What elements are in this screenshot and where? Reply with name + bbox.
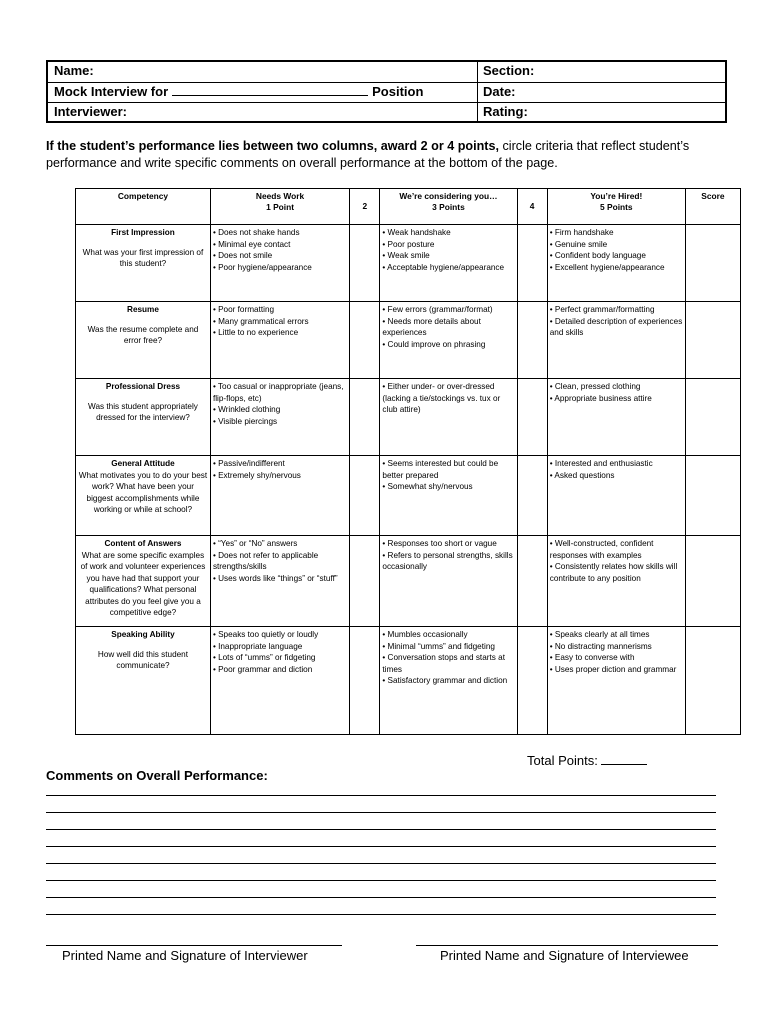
criteria-item[interactable]: • Speaks too quietly or loudly xyxy=(212,630,319,639)
criteria-item[interactable]: • Refers to personal strengths, skills occasionally xyxy=(382,550,513,571)
criteria-item[interactable]: • Minimal “umms” and fidgeting xyxy=(382,641,495,651)
instructions-bold: If the student’s performance lies between two columns, award 2 or 4 points, xyxy=(46,139,499,153)
four-points-cell[interactable] xyxy=(517,302,547,379)
date-label: Date: xyxy=(483,84,516,99)
criteria-item[interactable]: • Poor formatting xyxy=(212,305,275,314)
criteria-item[interactable]: • Satisfactory grammar and diction xyxy=(382,676,508,685)
interviewee-signature-line[interactable] xyxy=(416,945,718,946)
criteria-item[interactable]: • Speaks clearly at all times xyxy=(549,630,650,639)
considering-cell[interactable] xyxy=(380,379,517,456)
competency-question: What was your first impression of this student? xyxy=(82,247,204,268)
criteria-item[interactable]: • Conversation stops and starts at times xyxy=(382,653,505,674)
criteria-item[interactable]: • Firm handshake xyxy=(549,228,614,237)
considering-cell[interactable] xyxy=(380,627,517,735)
criteria-item[interactable]: • Poor grammar and diction xyxy=(212,664,313,674)
criteria-item[interactable]: • Could improve on phrasing xyxy=(382,339,486,349)
competency-cell xyxy=(76,536,211,627)
criteria-item[interactable]: • Needs more details about experiences xyxy=(382,316,481,337)
rating-label: Rating: xyxy=(483,104,528,119)
criteria-item[interactable]: • Extremely shy/nervous xyxy=(212,470,301,480)
criteria-item[interactable]: • Somewhat shy/nervous xyxy=(382,482,473,491)
criteria-item[interactable]: • Genuine smile xyxy=(549,239,608,249)
criteria-item[interactable]: • Weak handshake xyxy=(382,228,451,237)
two-points-cell[interactable] xyxy=(350,456,380,536)
criteria-item[interactable]: • Well-constructed, confident responses with examples xyxy=(549,539,654,560)
two-points-cell[interactable] xyxy=(350,627,380,735)
two-points-cell[interactable] xyxy=(350,536,380,627)
rubric-row xyxy=(76,536,741,627)
competency-cell xyxy=(76,379,211,456)
four-points-cell[interactable] xyxy=(517,627,547,735)
competency-cell xyxy=(76,225,211,302)
criteria-item[interactable]: • Asked questions xyxy=(549,470,615,480)
criteria-item[interactable]: • Poor posture xyxy=(382,239,435,249)
name-label: Name: xyxy=(54,63,94,78)
criteria-item[interactable]: • Little to no experience xyxy=(212,328,299,337)
header-hired: You’re Hired! 5 Points xyxy=(547,189,685,225)
competency-question: What are some specific examples of work and volunteer experiences you have had that support your qualifications? What personal attributes do you feel give you a competitive edge? xyxy=(80,550,206,617)
instructions-rest: circle criteria that reflect student’s performance and write specific comments on overall performance at the bottom of the page. xyxy=(46,139,690,170)
criteria-item[interactable]: • Lots of “umms” or fidgeting xyxy=(212,653,316,662)
comment-line[interactable] xyxy=(46,812,716,813)
rubric-row xyxy=(76,456,741,536)
score-cell[interactable] xyxy=(685,379,740,456)
hired-cell[interactable] xyxy=(547,627,685,735)
rubric-row xyxy=(76,627,741,735)
competency-name: Content of Answers xyxy=(104,539,182,548)
criteria-item[interactable]: • Visible piercings xyxy=(212,416,278,426)
section-label: Section: xyxy=(483,63,535,78)
needs-work-cell[interactable] xyxy=(210,225,349,302)
header-considering: We’re considering you… 3 Points xyxy=(380,189,517,225)
header-competency: Competency xyxy=(76,189,211,225)
score-cell[interactable] xyxy=(685,456,740,536)
two-points-cell[interactable] xyxy=(350,379,380,456)
needs-work-cell[interactable] xyxy=(210,302,349,379)
criteria-item[interactable]: • Interested and enthusiastic xyxy=(549,459,653,468)
total-points xyxy=(527,752,647,768)
competency-question: What motivates you to do your best work? What have been your biggest accomplishments while working or while at school? xyxy=(78,470,208,514)
competency-name: Resume xyxy=(127,305,159,314)
criteria-item[interactable]: • Poor hygiene/appearance xyxy=(212,262,312,272)
two-points-cell[interactable] xyxy=(350,225,380,302)
criteria-item[interactable]: • Either under- or over-dressed (lacking a tie/stockings vs. tux or club attire) xyxy=(382,382,501,414)
comment-line[interactable] xyxy=(46,914,716,915)
criteria-item[interactable]: • Excellent hygiene/appearance xyxy=(549,262,665,272)
considering-cell[interactable] xyxy=(380,225,517,302)
competency-cell xyxy=(76,302,211,379)
comments-label: Comments on Overall Performance: xyxy=(46,768,268,783)
criteria-item[interactable]: • Few errors (grammar/format) xyxy=(382,305,493,314)
competency-question: How well did this student communicate? xyxy=(97,649,189,670)
header-row-3 xyxy=(48,102,725,123)
competency-cell xyxy=(76,456,211,536)
criteria-item[interactable]: • Confident body language xyxy=(549,251,646,260)
criteria-item[interactable]: • Uses proper diction and grammar xyxy=(549,664,677,674)
interviewer-signature-line[interactable] xyxy=(46,945,342,946)
criteria-item[interactable]: • Passive/indifferent xyxy=(212,459,285,468)
hired-cell[interactable] xyxy=(547,456,685,536)
criteria-item[interactable]: • Minimal eye contact xyxy=(212,239,291,249)
header-needs-work: Needs Work 1 Point xyxy=(210,189,349,225)
criteria-item[interactable]: • Easy to converse with xyxy=(549,653,635,662)
score-cell[interactable] xyxy=(685,225,740,302)
score-cell[interactable] xyxy=(685,536,740,627)
comment-line[interactable] xyxy=(46,846,716,847)
header-row-1 xyxy=(48,62,725,82)
considering-cell[interactable] xyxy=(380,302,517,379)
criteria-item[interactable]: • Does not shake hands xyxy=(212,228,300,237)
needs-work-cell[interactable] xyxy=(210,536,349,627)
score-cell[interactable] xyxy=(685,302,740,379)
needs-work-cell[interactable] xyxy=(210,627,349,735)
header-score: Score xyxy=(685,189,740,225)
hired-cell[interactable] xyxy=(547,225,685,302)
needs-work-cell[interactable] xyxy=(210,456,349,536)
criteria-item[interactable]: • Clean, pressed clothing xyxy=(549,382,641,391)
competency-name: General Attitude xyxy=(111,459,175,468)
needs-work-cell[interactable] xyxy=(210,379,349,456)
criteria-item[interactable]: • Acceptable hygiene/appearance xyxy=(382,262,505,272)
competency-cell xyxy=(76,627,211,735)
mock-interview-prefix: Mock Interview for xyxy=(54,84,169,99)
criteria-item[interactable]: • Detailed description of experiences and skills xyxy=(549,316,683,337)
rubric-row xyxy=(76,225,741,302)
criteria-item[interactable]: • Too casual or inappropriate (jeans, flip-flops, etc) xyxy=(212,382,344,403)
competency-name: Professional Dress xyxy=(105,382,181,391)
criteria-item[interactable]: • Responses too short or vague xyxy=(382,539,497,548)
criteria-item[interactable]: • Seems interested but could be better prepared xyxy=(382,459,499,480)
rubric-row xyxy=(76,379,741,456)
criteria-item[interactable]: • “Yes” or “No” answers xyxy=(212,539,298,548)
interviewee-signature-label: Printed Name and Signature of Interviewee xyxy=(440,948,689,963)
comment-line[interactable] xyxy=(46,897,716,898)
four-points-cell[interactable] xyxy=(517,225,547,302)
competency-name: Speaking Ability xyxy=(111,630,175,639)
four-points-cell[interactable] xyxy=(517,456,547,536)
competency-question: Was the resume complete and error free? xyxy=(87,324,199,345)
two-points-cell[interactable] xyxy=(350,302,380,379)
comment-line[interactable] xyxy=(46,863,716,864)
mock-interview-line xyxy=(54,84,423,99)
criteria-item[interactable]: • No distracting mannerisms xyxy=(549,641,652,651)
hired-cell[interactable] xyxy=(547,302,685,379)
student-info-box xyxy=(46,60,727,123)
interviewer-signature-label: Printed Name and Signature of Interviewer xyxy=(62,948,308,963)
comment-line[interactable] xyxy=(46,829,716,830)
total-points-blank[interactable] xyxy=(601,752,647,765)
criteria-item[interactable]: • Weak smile xyxy=(382,251,430,260)
mock-interview-suffix: Position xyxy=(372,84,424,99)
considering-cell[interactable] xyxy=(380,456,517,536)
competency-question: Was this student appropriately dressed for the interview? xyxy=(88,401,198,422)
competency-name: First Impression xyxy=(111,228,175,237)
comment-line[interactable] xyxy=(46,880,716,881)
hired-cell[interactable] xyxy=(547,379,685,456)
criteria-item[interactable]: • Does not refer to applicable strengths/skills xyxy=(212,550,319,571)
criteria-item[interactable]: • Does not smile xyxy=(212,251,273,260)
interviewer-label: Interviewer: xyxy=(54,104,127,119)
total-points-label: Total Points: xyxy=(527,753,598,768)
criteria-item[interactable]: • Wrinkled clothing xyxy=(212,405,281,414)
instructions xyxy=(46,138,726,172)
criteria-item[interactable]: • Mumbles occasionally xyxy=(382,630,468,639)
criteria-item[interactable]: • Uses words like “things” or “stuff” xyxy=(212,573,338,583)
criteria-item[interactable]: • Appropriate business attire xyxy=(549,393,652,403)
rubric-row xyxy=(76,302,741,379)
rubric-header-row xyxy=(76,189,741,225)
rubric-table xyxy=(75,188,741,735)
criteria-item[interactable]: • Perfect grammar/formatting xyxy=(549,305,655,314)
considering-cell[interactable] xyxy=(380,536,517,627)
header-row-2 xyxy=(48,82,725,103)
criteria-item[interactable]: • Consistently relates how skills will contribute to any position xyxy=(549,562,678,583)
criteria-item[interactable]: • Inappropriate language xyxy=(212,641,303,651)
comment-line[interactable] xyxy=(46,795,716,796)
criteria-item[interactable]: • Many grammatical errors xyxy=(212,316,309,326)
position-blank[interactable] xyxy=(172,84,368,96)
header-4: 4 xyxy=(517,189,547,225)
four-points-cell[interactable] xyxy=(517,379,547,456)
header-2: 2 xyxy=(350,189,380,225)
hired-cell[interactable] xyxy=(547,536,685,627)
score-cell[interactable] xyxy=(685,627,740,735)
four-points-cell[interactable] xyxy=(517,536,547,627)
